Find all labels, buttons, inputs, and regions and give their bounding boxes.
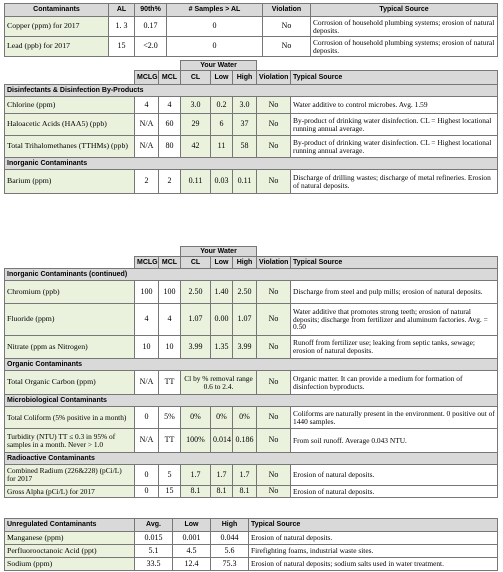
lead-copper-table [4,3,498,57]
col-mclg: MCLG [135,71,159,85]
col-violation: Violation [257,71,291,85]
typical-source: Corrosion of household plumbing systems; erosion of natural deposits. [311,37,498,57]
section-title: Microbiological Contaminants [5,395,498,407]
typical-source: Coliforms are naturally present in the environment. 0 positive out of 1440 samples. [291,407,498,429]
cl-value: 0% [181,407,211,429]
mcl-value: 100 [159,281,181,304]
typical-source: Firefighting foams, industrial waste sites. [249,545,498,558]
mcl-value: TT [159,429,181,453]
violation-value: No [257,304,291,336]
violation-value: No [263,17,311,37]
high-value: 0.044 [211,532,249,545]
col-contaminants: Contaminants [5,4,109,17]
typical-source: Organic matter. It can provide a medium for formation of disinfection byproducts. [291,371,498,395]
low-value: 0.03 [211,170,233,194]
contaminant-name: Gross Alpha (pCi/L) for 2017 [5,486,135,498]
table-row [5,114,498,136]
cl-value: 2.50 [181,281,211,304]
cl-value: 0.11 [181,170,211,194]
violation-value: No [257,114,291,136]
typical-source: By-product of drinking water disinfection. CL = Highest locational running annual average. [291,136,498,158]
regulated-table-2 [4,246,498,498]
high-value: 3.0 [233,97,257,114]
violation-value: No [257,429,291,453]
low-value: 1.40 [211,281,233,304]
col-al: AL [109,4,135,17]
mclg-value: 4 [135,97,159,114]
mclg-value: N/A [135,114,159,136]
contaminant-name: Chromium (ppb) [5,281,135,304]
low-value: 1.7 [211,465,233,486]
typical-source: Runoff from fertilizer use; leaking from septic tanks, sewage; erosion of natural deposits. [291,336,498,359]
section-title: Radioactive Contaminants [5,453,498,465]
low-value: 6 [211,114,233,136]
p90-value: <2.0 [135,37,167,57]
your-water-header: Your Water [181,61,257,71]
table-row [5,17,498,37]
contaminant-name: Total Coliform (5% positive in a month) [5,407,135,429]
high-value: 0.11 [233,170,257,194]
col-samples: # Samples > AL [167,4,263,17]
low-value: 1.35 [211,336,233,359]
table-row [5,532,498,545]
regulated-table-1 [4,60,498,194]
mclg-value: N/A [135,429,159,453]
table-row [5,371,498,395]
col-unregulated: Unregulated Contaminants [5,519,135,532]
cl-range-value: Cl by % removal range 0.6 to 2.4. [181,371,257,395]
col-source: Typical Source [249,519,498,532]
contaminant-name: Turbidity (NTU) TT ≤ 0.3 in 95% of samples in a month. Never > 1.0 [5,429,135,453]
your-water-header: Your Water [181,247,257,257]
high-value: 5.6 [211,545,249,558]
cl-value: 3.99 [181,336,211,359]
contaminant-name: Fluoride (ppm) [5,304,135,336]
al-value: 1. 3 [109,17,135,37]
typical-source: Water additive that promotes strong teeth; erosion of natural deposits; discharge from fertilizer and aluminum factories. Avg. = 0.50 [291,304,498,336]
table-row [5,281,498,304]
col-source: Typical Source [291,71,498,85]
high-value: 3.99 [233,336,257,359]
violation-value: No [257,136,291,158]
high-value: 1.07 [233,304,257,336]
cl-value: 1.07 [181,304,211,336]
col-low: Low [211,71,233,85]
mclg-value: 0 [135,407,159,429]
high-value: 2.50 [233,281,257,304]
contaminant-name: Copper (ppm) for 2017 [5,17,109,37]
violation-value: No [263,37,311,57]
high-value: 0.186 [233,429,257,453]
mcl-value: 10 [159,336,181,359]
typical-source: Erosion of natural deposits. [249,532,498,545]
col-high: High [233,71,257,85]
samples-value: 0 [167,37,263,57]
contaminant-name: Lead (ppb) for 2017 [5,37,109,57]
col-violation: Violation [257,257,291,269]
mcl-value: 4 [159,97,181,114]
low-value: 0% [211,407,233,429]
section-title: Organic Contaminants [5,359,498,371]
table-row [5,304,498,336]
typical-source: Discharge of drilling wastes; discharge of metal refineries. Erosion of natural deposits. [291,170,498,194]
typical-source: Water additive to control microbes. Avg. 1.59 [291,97,498,114]
contaminant-name: Chlorine (ppm) [5,97,135,114]
table-row [5,97,498,114]
contaminant-name: Barium (ppm) [5,170,135,194]
violation-value: No [257,407,291,429]
typical-source: Discharge from steel and pulp mills; erosion of natural deposits. [291,281,498,304]
mcl-value: 5 [159,465,181,486]
high-value: 37 [233,114,257,136]
contaminant-name: Perfluorooctanoic Acid (ppt) [5,545,135,558]
col-low: Low [211,257,233,269]
mcl-value: 60 [159,114,181,136]
mclg-value: 0 [135,465,159,486]
low-value: 0.014 [211,429,233,453]
high-value: 0% [233,407,257,429]
col-mclg: MCLG [135,257,159,269]
samples-value: 0 [167,17,263,37]
p90-value: 0.17 [135,17,167,37]
col-low: Low [173,519,211,532]
al-value: 15 [109,37,135,57]
low-value: 0.2 [211,97,233,114]
col-source: Typical Source [311,4,498,17]
contaminant-name: Manganese (ppm) [5,532,135,545]
mcl-value: 5% [159,407,181,429]
mcl-value: 15 [159,486,181,498]
high-value: 8.1 [233,486,257,498]
cl-value: 100% [181,429,211,453]
violation-value: No [257,486,291,498]
violation-value: No [257,97,291,114]
mclg-value: 100 [135,281,159,304]
contaminant-name: Total Trihalomethanes (TTHMs) (ppb) [5,136,135,158]
low-value: 8.1 [211,486,233,498]
table-row [5,429,498,453]
col-high: High [233,257,257,269]
high-value: 58 [233,136,257,158]
section-title: Inorganic Contaminants [5,158,498,170]
contaminant-name: Haloacetic Acids (HAA5) (ppb) [5,114,135,136]
section-title: Inorganic Contaminants (continued) [5,269,498,281]
section-title: Disinfectants & Disinfection By-Products [5,85,498,97]
avg-value: 0.015 [135,532,173,545]
col-avg: Avg. [135,519,173,532]
col-violation: Violation [263,4,311,17]
typical-source: By-product of drinking water disinfection. CL = Highest locational running annual average. [291,114,498,136]
typical-source: Erosion of natural deposits. [291,486,498,498]
table-row [5,558,498,571]
col-cl: CL [181,257,211,269]
contaminant-name: Nitrate (ppm as Nitrogen) [5,336,135,359]
violation-value: No [257,336,291,359]
mcl-value: 2 [159,170,181,194]
contaminant-name: Total Organic Carbon (ppm) [5,371,135,395]
low-value: 4.5 [173,545,211,558]
mcl-value: 4 [159,304,181,336]
col-source: Typical Source [291,257,498,269]
cl-value: 29 [181,114,211,136]
table-row [5,407,498,429]
unregulated-table [4,518,498,571]
col-high: High [211,519,249,532]
contaminant-name: Sodium (ppm) [5,558,135,571]
violation-value: No [257,170,291,194]
mclg-value: 4 [135,304,159,336]
high-value: 1.7 [233,465,257,486]
table-row [5,465,498,486]
typical-source: Erosion of natural deposits. [291,465,498,486]
high-value: 75.3 [211,558,249,571]
low-value: 0.001 [173,532,211,545]
table-row [5,486,498,498]
table-row [5,170,498,194]
col-cl: CL [181,71,211,85]
typical-source: Erosion of natural deposits; sodium salts used in water treatment. [249,558,498,571]
violation-value: No [257,465,291,486]
avg-value: 33.5 [135,558,173,571]
mclg-value: 10 [135,336,159,359]
mcl-value: TT [159,371,181,395]
violation-value: No [257,281,291,304]
table-row [5,37,498,57]
typical-source: Corrosion of household plumbing systems; erosion of natural deposits. [311,17,498,37]
low-value: 11 [211,136,233,158]
col-mcl: MCL [159,257,181,269]
contaminant-name: Combined Radium (226&228) (pCi/L) for 2017 [5,465,135,486]
cl-value: 8.1 [181,486,211,498]
col-mcl: MCL [159,71,181,85]
typical-source: From soil runoff. Average 0.043 NTU. [291,429,498,453]
cl-value: 1.7 [181,465,211,486]
avg-value: 5.1 [135,545,173,558]
mcl-value: 80 [159,136,181,158]
cl-value: 42 [181,136,211,158]
col-90th: 90th% [135,4,167,17]
violation-value: No [257,371,291,395]
low-value: 0.00 [211,304,233,336]
table-row [5,336,498,359]
mclg-value: 2 [135,170,159,194]
mclg-value: 0 [135,486,159,498]
table-row [5,545,498,558]
mclg-value: N/A [135,371,159,395]
cl-value: 3.0 [181,97,211,114]
low-value: 12.4 [173,558,211,571]
mclg-value: N/A [135,136,159,158]
table-row [5,136,498,158]
